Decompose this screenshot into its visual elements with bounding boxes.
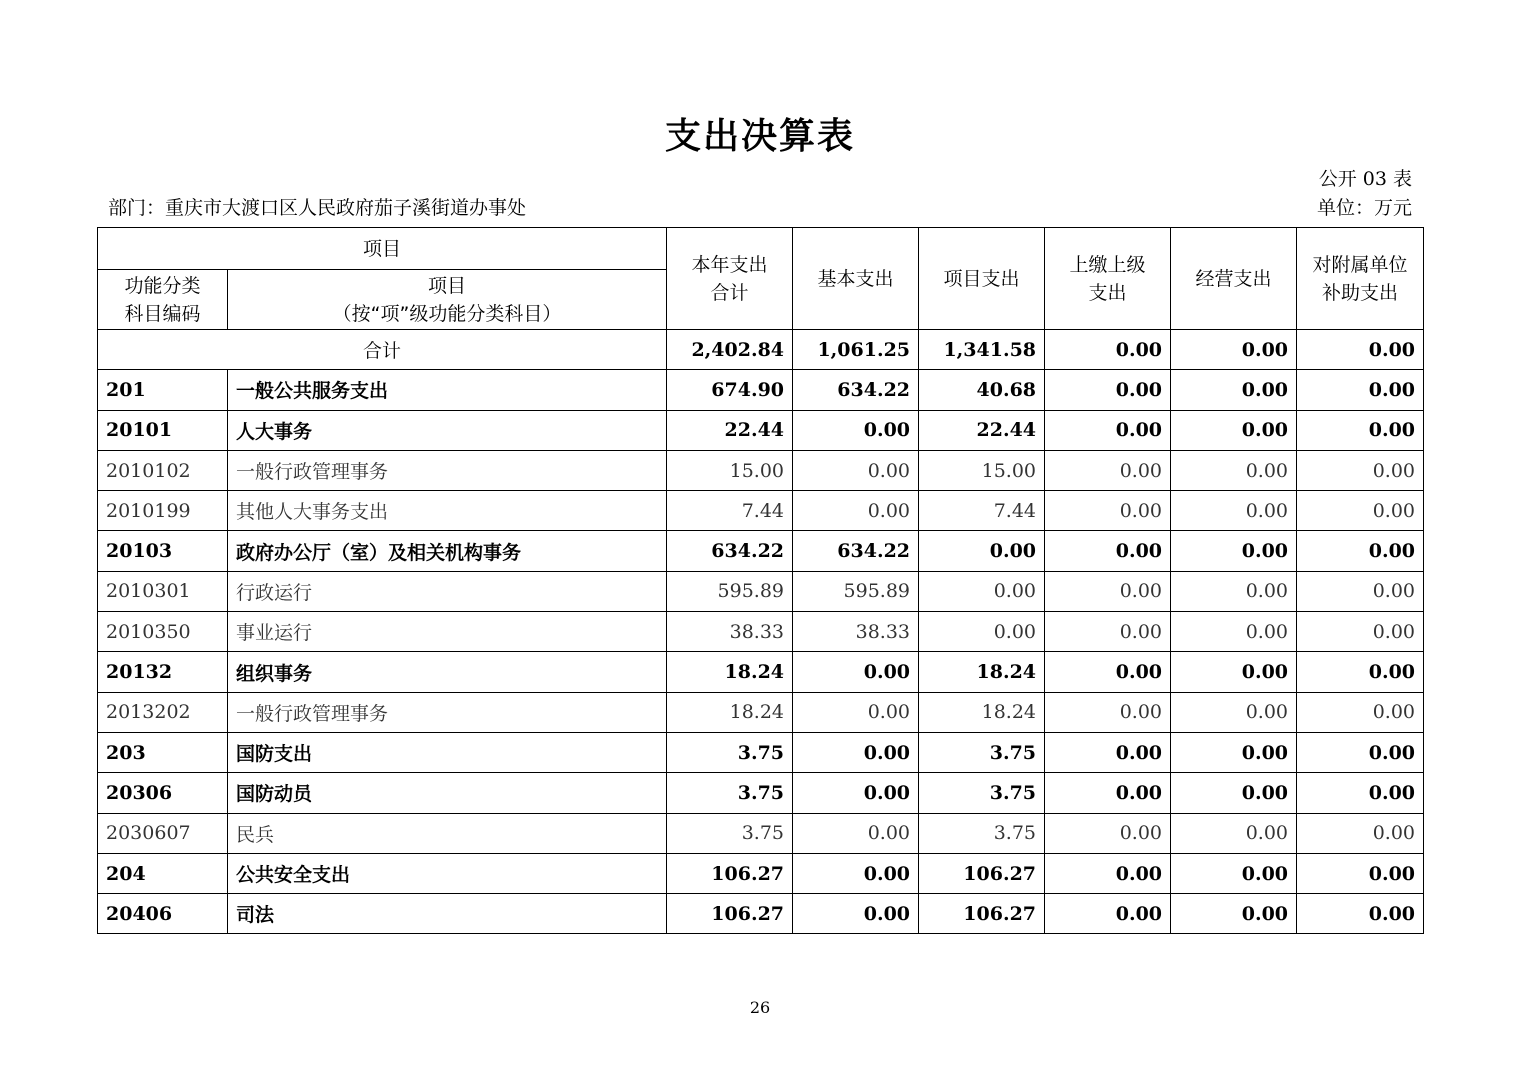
row-value: 0.00 — [1045, 652, 1171, 692]
row-value: 0.00 — [1045, 370, 1171, 410]
table-row — [98, 894, 1424, 934]
row-name: 人大事务 — [228, 410, 667, 450]
row-value: 0.00 — [793, 410, 919, 450]
row-value: 0.00 — [1171, 491, 1297, 531]
row-code: 20406 — [98, 894, 228, 934]
row-value: 0.00 — [793, 853, 919, 893]
row-value: 634.22 — [793, 531, 919, 571]
row-name: 政府办公厅（室）及相关机构事务 — [228, 531, 667, 571]
row-code: 2013202 — [98, 692, 228, 732]
row-code: 20103 — [98, 531, 228, 571]
row-name: 组织事务 — [228, 652, 667, 692]
department-label: 部门：重庆市大渡口区人民政府茄子溪街道办事处 — [108, 197, 527, 219]
row-value: 0.00 — [1297, 612, 1424, 652]
row-name: 司法 — [228, 894, 667, 934]
row-value: 3.75 — [919, 813, 1045, 853]
unit-label: 单位：万元 — [1316, 197, 1412, 219]
row-code: 2030607 — [98, 813, 228, 853]
total-value: 1,341.58 — [919, 330, 1045, 370]
table-row — [98, 410, 1424, 450]
row-value: 0.00 — [1171, 652, 1297, 692]
header-item: 项目支出 — [919, 228, 1045, 330]
row-value: 0.00 — [1297, 491, 1424, 531]
total-label: 合计 — [98, 330, 667, 370]
total-row — [98, 330, 1424, 370]
row-value: 0.00 — [1297, 370, 1424, 410]
header-total: 本年支出 合计 — [667, 228, 793, 330]
table-row — [98, 612, 1424, 652]
row-value: 0.00 — [1297, 571, 1424, 611]
row-value: 0.00 — [1297, 773, 1424, 813]
header-upper: 上缴上级 支出 — [1045, 228, 1171, 330]
header-basic: 基本支出 — [793, 228, 919, 330]
row-value: 0.00 — [1297, 531, 1424, 571]
table-row — [98, 370, 1424, 410]
row-value: 0.00 — [1045, 732, 1171, 772]
row-value: 0.00 — [1045, 612, 1171, 652]
table-row — [98, 491, 1424, 531]
row-code: 201 — [98, 370, 228, 410]
row-name: 事业运行 — [228, 612, 667, 652]
row-value: 15.00 — [667, 450, 793, 490]
row-value: 38.33 — [667, 612, 793, 652]
row-value: 7.44 — [919, 491, 1045, 531]
row-name: 国防支出 — [228, 732, 667, 772]
row-value: 0.00 — [1171, 531, 1297, 571]
header-project: 项目 — [98, 228, 667, 270]
row-value: 0.00 — [1171, 612, 1297, 652]
row-value: 0.00 — [1171, 813, 1297, 853]
row-value: 0.00 — [1045, 773, 1171, 813]
row-value: 0.00 — [1297, 652, 1424, 692]
header-business: 经营支出 — [1171, 228, 1297, 330]
row-value: 0.00 — [793, 894, 919, 934]
row-value: 18.24 — [667, 652, 793, 692]
row-value: 0.00 — [1171, 732, 1297, 772]
total-value: 0.00 — [1171, 330, 1297, 370]
row-value: 0.00 — [1297, 410, 1424, 450]
header-name: 项目 （按“项”级功能分类科目） — [228, 270, 667, 330]
row-value: 0.00 — [1297, 450, 1424, 490]
row-value: 0.00 — [1297, 894, 1424, 934]
table-row — [98, 853, 1424, 893]
table-row — [98, 652, 1424, 692]
total-value: 2,402.84 — [667, 330, 793, 370]
row-name: 民兵 — [228, 813, 667, 853]
row-code: 2010350 — [98, 612, 228, 652]
row-value: 0.00 — [1297, 732, 1424, 772]
row-name: 一般行政管理事务 — [228, 692, 667, 732]
row-value: 0.00 — [793, 491, 919, 531]
row-value: 0.00 — [1171, 410, 1297, 450]
row-value: 7.44 — [667, 491, 793, 531]
row-value: 0.00 — [793, 652, 919, 692]
row-value: 3.75 — [667, 813, 793, 853]
row-value: 22.44 — [919, 410, 1045, 450]
row-value: 0.00 — [1045, 491, 1171, 531]
row-value: 38.33 — [793, 612, 919, 652]
expenditure-table — [97, 227, 1424, 934]
total-value: 0.00 — [1045, 330, 1171, 370]
total-value: 0.00 — [1297, 330, 1424, 370]
total-value: 1,061.25 — [793, 330, 919, 370]
row-value: 106.27 — [919, 853, 1045, 893]
row-name: 一般行政管理事务 — [228, 450, 667, 490]
table-row — [98, 450, 1424, 490]
row-value: 0.00 — [1045, 531, 1171, 571]
row-value: 0.00 — [1297, 692, 1424, 732]
row-code: 2010301 — [98, 571, 228, 611]
row-value: 0.00 — [1171, 370, 1297, 410]
row-value: 634.22 — [667, 531, 793, 571]
row-value: 0.00 — [1045, 571, 1171, 611]
row-value: 674.90 — [667, 370, 793, 410]
table-row — [98, 813, 1424, 853]
row-name: 行政运行 — [228, 571, 667, 611]
row-name: 一般公共服务支出 — [228, 370, 667, 410]
row-value: 0.00 — [793, 450, 919, 490]
row-code: 2010199 — [98, 491, 228, 531]
table-row — [98, 571, 1424, 611]
row-value: 3.75 — [919, 732, 1045, 772]
row-value: 0.00 — [1171, 450, 1297, 490]
row-value: 0.00 — [1171, 692, 1297, 732]
row-value: 0.00 — [1171, 571, 1297, 611]
row-code: 204 — [98, 853, 228, 893]
header-subsidy: 对附属单位 补助支出 — [1297, 228, 1424, 330]
form-number: 公开 03 表 — [1318, 168, 1412, 190]
row-value: 22.44 — [667, 410, 793, 450]
row-value: 0.00 — [1045, 894, 1171, 934]
page-number: 26 — [749, 998, 771, 1017]
row-value: 3.75 — [667, 773, 793, 813]
row-value: 0.00 — [1171, 894, 1297, 934]
row-code: 2010102 — [98, 450, 228, 490]
row-value: 0.00 — [1045, 450, 1171, 490]
table-row — [98, 773, 1424, 813]
row-value: 3.75 — [919, 773, 1045, 813]
row-value: 18.24 — [667, 692, 793, 732]
row-value: 18.24 — [919, 692, 1045, 732]
row-value: 0.00 — [793, 773, 919, 813]
row-name: 公共安全支出 — [228, 853, 667, 893]
row-value: 595.89 — [793, 571, 919, 611]
row-code: 20306 — [98, 773, 228, 813]
row-value: 0.00 — [1045, 853, 1171, 893]
row-value: 0.00 — [1045, 410, 1171, 450]
table-row — [98, 732, 1424, 772]
row-value: 0.00 — [1297, 813, 1424, 853]
row-value: 0.00 — [1045, 813, 1171, 853]
row-value: 0.00 — [793, 692, 919, 732]
row-value: 595.89 — [667, 571, 793, 611]
row-value: 0.00 — [919, 571, 1045, 611]
row-value: 106.27 — [919, 894, 1045, 934]
row-code: 20132 — [98, 652, 228, 692]
row-value: 106.27 — [667, 894, 793, 934]
row-value: 634.22 — [793, 370, 919, 410]
row-value: 3.75 — [667, 732, 793, 772]
row-code: 203 — [98, 732, 228, 772]
row-value: 0.00 — [919, 612, 1045, 652]
row-value: 106.27 — [667, 853, 793, 893]
header-code: 功能分类 科目编码 — [98, 270, 228, 330]
row-code: 20101 — [98, 410, 228, 450]
row-value: 0.00 — [1297, 853, 1424, 893]
row-value: 15.00 — [919, 450, 1045, 490]
row-value: 0.00 — [1171, 773, 1297, 813]
row-name: 国防动员 — [228, 773, 667, 813]
row-name: 其他人大事务支出 — [228, 491, 667, 531]
row-value: 0.00 — [919, 531, 1045, 571]
row-value: 18.24 — [919, 652, 1045, 692]
row-value: 40.68 — [919, 370, 1045, 410]
row-value: 0.00 — [793, 813, 919, 853]
page-title: 支出决算表 — [664, 116, 855, 157]
row-value: 0.00 — [1045, 692, 1171, 732]
row-value: 0.00 — [793, 732, 919, 772]
table-row — [98, 531, 1424, 571]
table-row — [98, 692, 1424, 732]
row-value: 0.00 — [1171, 853, 1297, 893]
